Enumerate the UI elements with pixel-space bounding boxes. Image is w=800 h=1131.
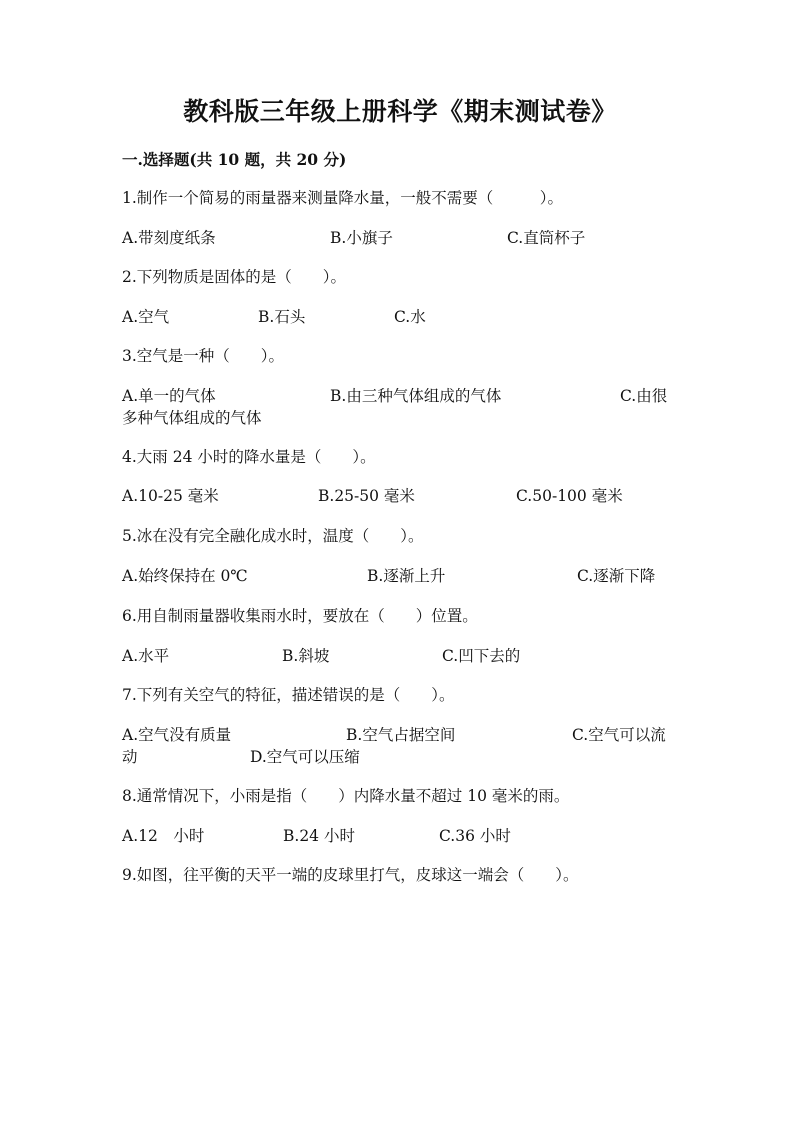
option-a: A.空气 bbox=[122, 308, 170, 326]
option-b: B.由三种气体组成的气体 bbox=[330, 387, 502, 405]
option-b: B.空气占据空间 bbox=[346, 726, 456, 744]
option-c: C.由很 bbox=[620, 387, 668, 405]
option-b: B.斜坡 bbox=[282, 647, 330, 665]
question-stem: 2.下列物质是固体的是（ ）。 bbox=[122, 268, 347, 286]
option-b: B.25-50 毫米 bbox=[318, 487, 415, 505]
option-a: A.10-25 毫米 bbox=[122, 487, 219, 505]
option-a: A.水平 bbox=[122, 647, 170, 665]
option-a: A.带刻度纸条 bbox=[122, 229, 216, 247]
question-stem: 1.制作一个简易的雨量器来测量降水量，一般不需要（ ）。 bbox=[122, 189, 564, 207]
section-heading: 一.选择题(共 10 题，共 20 分) bbox=[122, 150, 347, 169]
option-b: B.小旗子 bbox=[330, 229, 393, 247]
option-c: C.36 小时 bbox=[439, 827, 511, 845]
option-a: A.12 小时 bbox=[122, 827, 205, 845]
option-b: B.逐渐上升 bbox=[367, 567, 446, 585]
option-c: C.直筒杯子 bbox=[507, 229, 586, 247]
option-c-continued: 多种气体组成的气体 bbox=[122, 409, 262, 427]
option-b: B.石头 bbox=[258, 308, 306, 326]
question-stem: 9.如图，往平衡的天平一端的皮球里打气，皮球这一端会（ ）。 bbox=[122, 866, 579, 884]
option-c: C.50-100 毫米 bbox=[516, 487, 623, 505]
question-stem: 4.大雨 24 小时的降水量是（ ）。 bbox=[122, 448, 376, 466]
option-d: D.空气可以压缩 bbox=[250, 748, 360, 766]
option-c: C.水 bbox=[394, 308, 426, 326]
option-c: C.凹下去的 bbox=[442, 647, 521, 665]
option-c: C.空气可以流 bbox=[572, 726, 666, 744]
page-title: 教科版三年级上册科学《期末测试卷》 bbox=[183, 97, 617, 126]
question-stem: 3.空气是一种（ ）。 bbox=[122, 347, 285, 365]
option-a: A.空气没有质量 bbox=[122, 726, 232, 744]
option-c-continued: 动 bbox=[122, 748, 138, 766]
question-stem: 5.冰在没有完全融化成水时，温度（ ）。 bbox=[122, 527, 424, 545]
question-stem: 6.用自制雨量器收集雨水时，要放在（ ）位置。 bbox=[122, 607, 478, 625]
option-b: B.24 小时 bbox=[283, 827, 355, 845]
question-stem: 7.下列有关空气的特征，描述错误的是（ ）。 bbox=[122, 686, 455, 704]
option-a: A.始终保持在 0℃ bbox=[122, 567, 248, 585]
option-c: C.逐渐下降 bbox=[577, 567, 656, 585]
option-a: A.单一的气体 bbox=[122, 387, 216, 405]
question-stem: 8.通常情况下，小雨是指（ ）内降水量不超过 10 毫米的雨。 bbox=[122, 787, 570, 805]
